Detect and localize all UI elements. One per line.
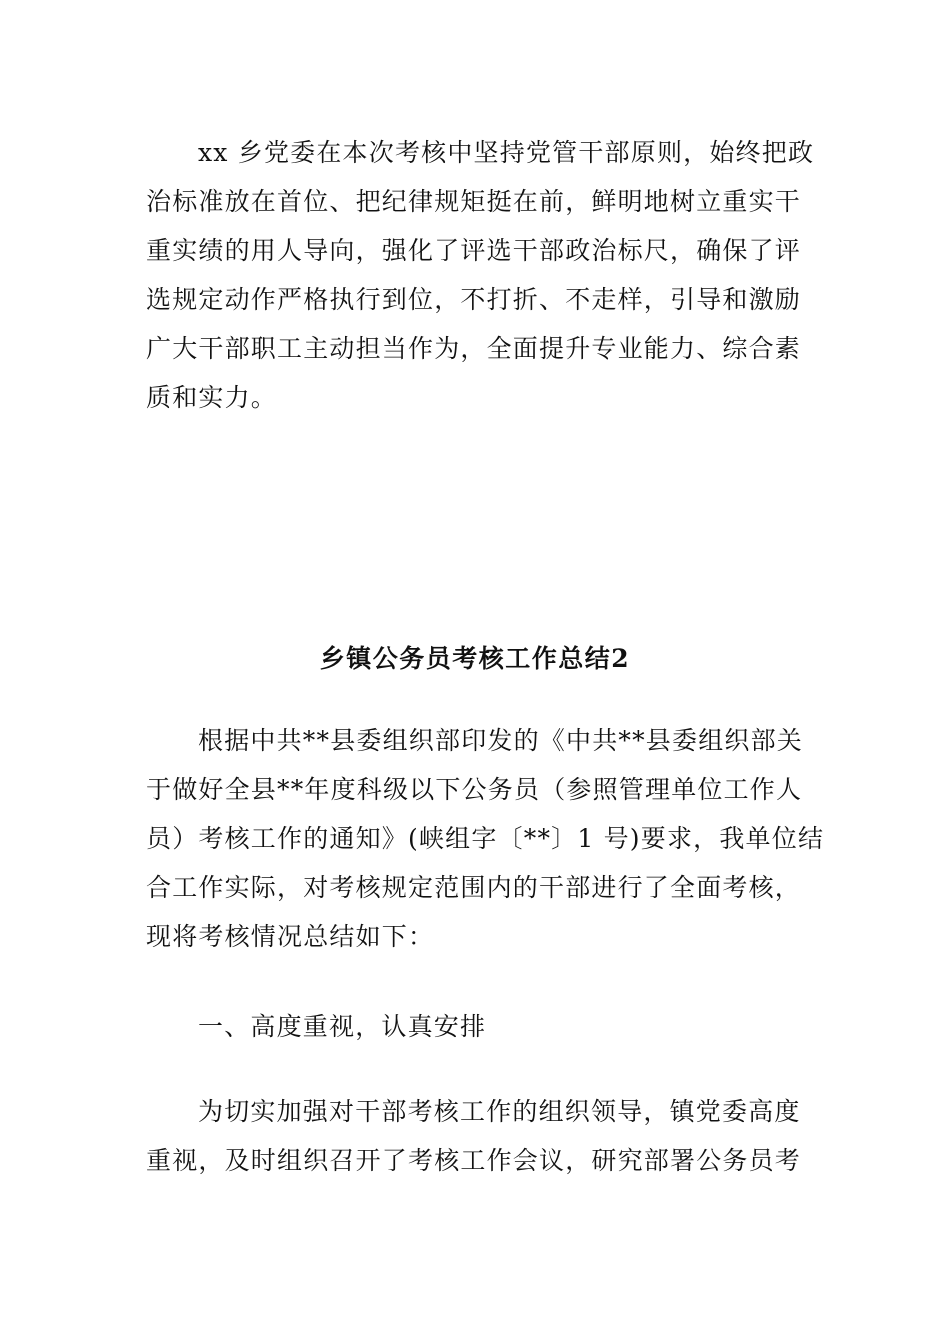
paragraph-line: 重实绩的用人导向，强化了评选干部政治标尺，确保了评 (146, 236, 802, 265)
paragraph-line: 根据中共**县委组织部印发的《中共**县委组织部关 (198, 726, 804, 755)
paragraph-line: 于做好全县**年度科级以下公务员（参照管理单位工作人 (146, 775, 803, 804)
paragraph-line: 选规定动作严格执行到位，不打折、不走样，引导和激励 (146, 285, 802, 314)
paragraph-line: xx 乡党委在本次考核中坚持党管干部原则，始终把政 (198, 138, 815, 167)
paragraph-line: 重视，及时组织召开了考核工作会议，研究部署公务员考 (146, 1146, 802, 1175)
section-heading: 一、高度重视，认真安排 (198, 1012, 487, 1041)
paragraph-line: 治标准放在首位、把纪律规矩挺在前，鲜明地树立重实干 (146, 187, 802, 216)
paragraph-line: 员）考核工作的通知》(峡组字〔**〕1 号)要求，我单位结 (146, 824, 825, 853)
paragraph-line: 合工作实际，对考核规定范围内的干部进行了全面考核， (146, 873, 802, 902)
paragraph-line: 现将考核情况总结如下： (146, 922, 435, 951)
paragraph-line: 质和实力。 (146, 383, 278, 412)
section-title: 乡镇公务员考核工作总结2 (319, 644, 631, 673)
paragraph-line: 广大干部职工主动担当作为，全面提升专业能力、综合素 (146, 334, 802, 363)
paragraph-line: 为切实加强对干部考核工作的组织领导，镇党委高度 (198, 1097, 801, 1126)
